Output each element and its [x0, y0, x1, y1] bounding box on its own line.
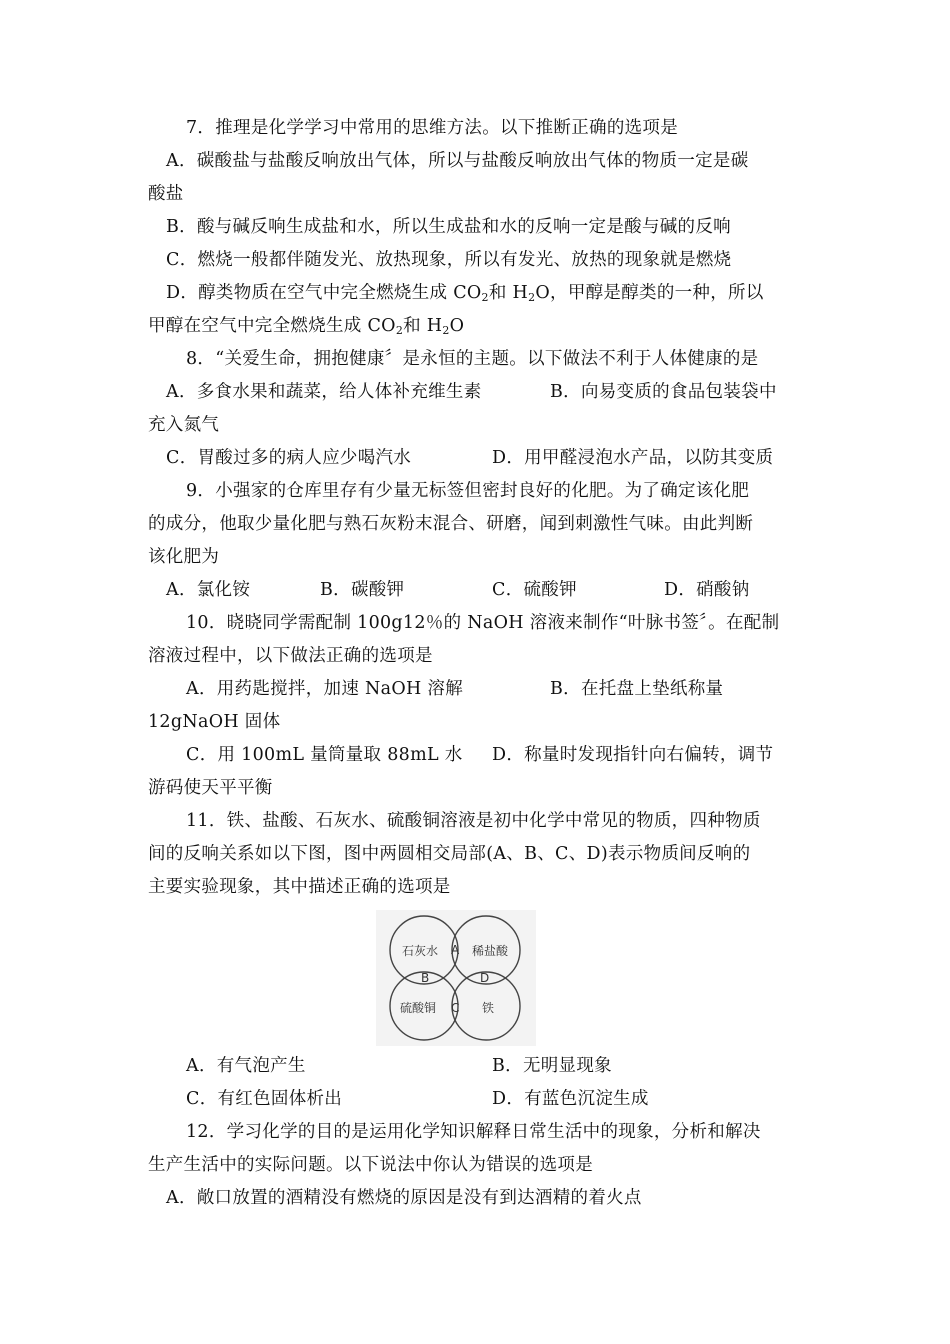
q7-d2-text-3: O — [449, 316, 465, 336]
label-iron: 铁 — [482, 1001, 495, 1015]
diagram-background — [376, 910, 536, 1046]
region-c-label: C — [451, 1001, 460, 1015]
q8-option-b-cont: 充入氮气 — [148, 415, 220, 435]
region-d-label: D — [480, 971, 490, 985]
region-b-label: B — [421, 971, 430, 985]
q7-d-sub-2: 2 — [528, 291, 536, 304]
q8-option-a: A．多食水果和蔬菜，给人体补充维生素 — [166, 382, 482, 402]
q7-d2-sub-1: 2 — [395, 324, 404, 337]
q7-option-d — [166, 277, 818, 310]
q7-stem: 7．推理是化学学习中常用的思维方法。以下推断正确的选项是 — [186, 118, 679, 138]
q9-option-a: A．氯化铵 — [166, 580, 251, 600]
q11-option-d: D．有蓝色沉淀生成 — [492, 1089, 649, 1109]
q9-option-b: B．碳酸钾 — [320, 580, 405, 600]
q8-stem: 8．“关爱生命，拥抱健康〞是永恒的主题。以下做法不利于人体健康的是 — [186, 349, 759, 369]
label-copper-sulfate: 硫酸铜 — [400, 1001, 437, 1015]
q9-stem-cont-2: 该化肥为 — [148, 547, 220, 567]
q7-option-a: A．碳酸盐与盐酸反响放出气体，所以与盐酸反响放出气体的物质一定是碳 — [166, 151, 749, 171]
q8-option-b: B．向易变质的食品包装袋中 — [550, 382, 777, 402]
q10-option-b: B．在托盘上垫纸称量 — [550, 679, 724, 699]
q11-stem-cont-1: 间的反响关系如以下图，图中两圆相交局部(A、B、C、D)表示物质间反响的 — [148, 844, 751, 864]
q11-option-c: C．有红色固体析出 — [186, 1089, 343, 1109]
q8-option-d: D．用甲醛浸泡水产品，以防其变质 — [492, 448, 774, 468]
q7-option-c: C．燃烧一般都伴随发光、放热现象，所以有发光、放热的现象就是燃烧 — [166, 250, 732, 270]
q10-stem: 10．晓晓同学需配制 100g12％的 NaOH 溶液来制作“叶脉书签〞。在配制 — [186, 613, 780, 633]
q11-option-a: A．有气泡产生 — [186, 1056, 306, 1076]
q7-option-b: B．酸与碱反响生成盐和水，所以生成盐和水的反响一定是酸与碱的反响 — [166, 217, 731, 237]
label-lime-water: 石灰水 — [402, 944, 439, 958]
label-dilute-hcl: 稀盐酸 — [472, 944, 509, 958]
q10-option-b-cont: 12gNaOH 固体 — [148, 712, 281, 732]
q7-d-text-1: D．醇类物质在空气中完全燃烧生成 CO — [166, 283, 482, 303]
q9-stem-cont-1: 的成分，他取少量化肥与熟石灰粉末混合、研磨，闻到刺激性气味。由此判断 — [148, 514, 754, 534]
q9-option-c: C．硫酸钾 — [492, 580, 577, 600]
q10-stem-cont: 溶液过程中，以下做法正确的选项是 — [148, 646, 433, 666]
q10-option-d: D．称量时发现指针向右偏转，调节 — [492, 745, 774, 765]
q7-d2-sub-2: 2 — [442, 324, 450, 337]
q7-d-sub-1: 2 — [481, 291, 489, 304]
q11-stem-cont-2: 主要实验现象，其中描述正确的选项是 — [148, 877, 451, 897]
q8-option-c: C．胃酸过多的病人应少喝汽水 — [166, 448, 412, 468]
q10-option-a: A．用药匙搅拌，加速 NaOH 溶解 — [186, 679, 464, 699]
region-a-label: A — [451, 943, 460, 957]
q11-stem: 11．铁、盐酸、石灰水、硫酸铜溶液是初中化学中常见的物质，四种物质 — [186, 811, 761, 831]
reaction-circle-diagram — [376, 910, 536, 1046]
q12-option-a: A．敞口放置的酒精没有燃烧的原因是没有到达酒精的着火点 — [166, 1188, 642, 1208]
q9-option-d: D．硝酸钠 — [664, 580, 750, 600]
q9-stem: 9．小强家的仓库里存有少量无标签但密封良好的化肥。为了确定该化肥 — [186, 481, 750, 501]
q12-stem-cont: 生产生活中的实际问题。以下说法中你认为错误的选项是 — [148, 1155, 593, 1175]
q7-option-d-cont — [148, 310, 800, 343]
q10-option-d-cont: 游码使天平平衡 — [148, 778, 273, 798]
q7-option-a-cont: 酸盐 — [148, 184, 184, 204]
q11-option-b: B．无明显现象 — [492, 1056, 612, 1076]
q12-stem: 12．学习化学的目的是运用化学知识解释日常生活中的现象，分析和解决 — [186, 1122, 761, 1142]
q7-d2-text-1: 甲醇在空气中完全燃烧生成 CO — [148, 316, 396, 336]
q7-d-text-2: 和 H — [488, 283, 529, 303]
q10-option-c: C．用 100mL 量筒量取 88mL 水 — [186, 745, 463, 765]
q7-d-text-3: O，甲醇是醇类的一种，所以 — [535, 283, 764, 303]
q7-d2-text-2: 和 H — [403, 316, 443, 336]
